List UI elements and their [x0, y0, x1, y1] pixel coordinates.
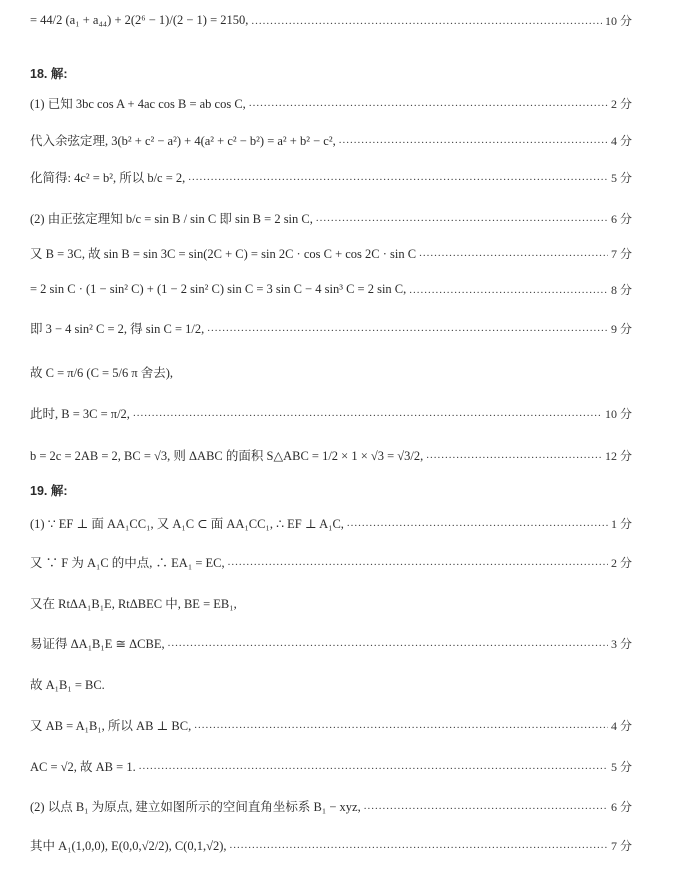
line-points: 2 分 [610, 96, 632, 111]
line-points: 6 分 [610, 799, 632, 814]
leader-dots [339, 134, 608, 146]
solution-line [30, 446, 632, 464]
line-points: 5 分 [610, 170, 632, 185]
line-text: b = 2c = 2AB = 2, BC = √3, 则 ΔABC 的面积 S△ABC = 1/2 × 1 × √3 = √3/2, [30, 449, 424, 463]
line-points: 2 分 [610, 555, 632, 570]
line-text: 故 C = π/6 (C = 5/6 π 舍去), [30, 366, 174, 380]
line-text: 代入余弦定理, 3(b² + c² − a²) + 4(a² + c² − b²) = a² + b² − c², [30, 134, 336, 148]
solution-line [30, 12, 632, 29]
leader-dots [426, 449, 602, 461]
line-text: 易证得 ΔA₁B₁E ≅ ΔCBE, [30, 637, 165, 651]
leader-dots [230, 839, 608, 851]
leader-dots [364, 800, 608, 812]
leader-dots [168, 637, 608, 649]
line-points: 7 分 [610, 838, 632, 853]
line-points: 1 分 [610, 516, 632, 531]
leader-dots [409, 284, 608, 296]
line-text: 此时, B = 3C = π/2, [30, 407, 130, 421]
line-text: 故 A₁B₁ = BC. [30, 678, 105, 692]
line-points: 9 分 [610, 321, 632, 336]
leader-dots [194, 719, 608, 731]
leader-dots [347, 517, 608, 529]
solution-line [30, 168, 632, 186]
leader-dots [228, 556, 608, 568]
line-points: 7 分 [610, 246, 632, 261]
line-points: 4 分 [610, 718, 632, 733]
solution-line [30, 836, 632, 854]
leader-dots [249, 97, 608, 109]
leader-dots [251, 15, 602, 27]
line-points: 12 分 [604, 448, 632, 463]
solution-line [30, 281, 632, 298]
solution-line [30, 131, 632, 149]
leader-dots [207, 322, 608, 334]
line-points: 3 分 [610, 636, 632, 651]
line-points: 10 分 [604, 406, 632, 421]
line-text: 又在 RtΔA₁B₁E, RtΔBEC 中, BE = EB₁, [30, 597, 237, 611]
solution-line [30, 594, 632, 612]
line-text: 又 ∵ F 为 A₁C 的中点, ∴ EA₁ = EC, [30, 556, 225, 570]
solution-line [30, 363, 632, 381]
line-points: 10 分 [604, 14, 632, 28]
leader-dots [139, 760, 608, 772]
leader-dots [316, 212, 608, 224]
line-text: AC = √2, 故 AB = 1. [30, 760, 136, 774]
line-text: 即 3 − 4 sin² C = 2, 得 sin C = 1/2, [30, 322, 205, 336]
line-text: (2) 由正弦定理知 b/c = sin B / sin C 即 sin B = 2 sin C, [30, 212, 313, 226]
leader-dots [133, 407, 602, 419]
line-text: 又 B = 3C, 故 sin B = sin 3C = sin(2C + C) = sin 2C · cos C + cos 2C · sin C [30, 247, 417, 261]
solution-line [30, 757, 632, 775]
line-text: (1) 已知 3bc cos A + 4ac cos B = ab cos C, [30, 97, 246, 111]
solution-line [30, 675, 632, 693]
line-text: 又 AB = A₁B₁, 所以 AB ⊥ BC, [30, 719, 192, 733]
solution-line [30, 634, 632, 652]
solution-line [30, 514, 632, 532]
line-text: 化简得: 4c² = b², 所以 b/c = 2, [30, 171, 186, 185]
leader-dots [419, 247, 608, 259]
solution-line [30, 797, 632, 815]
line-text: 其中 A₁(1,0,0), E(0,0,√2/2), C(0,1,√2), [30, 839, 227, 853]
problem-heading: 18. 解: [30, 67, 68, 81]
solution-line [30, 404, 632, 422]
solution-line [30, 209, 632, 227]
line-points: 6 分 [610, 211, 632, 226]
line-text: (2) 以点 B₁ 为原点, 建立如图所示的空间直角坐标系 B₁ − xyz, [30, 800, 361, 814]
problem-heading: 19. 解: [30, 484, 68, 498]
solution-line [30, 553, 632, 571]
solution-line [30, 716, 632, 734]
solution-line [30, 319, 632, 337]
line-text: = 2 sin C · (1 − sin² C) + (1 − 2 sin² C) sin C = 3 sin C − 4 sin³ C = 2 sin C, [30, 282, 407, 296]
line-text: = 44/2 (a₁ + a₄₄) + 2(2⁶ − 1)/(2 − 1) = 2150, [30, 13, 249, 27]
line-points: 8 分 [610, 283, 632, 297]
solution-line [30, 94, 632, 112]
leader-dots [188, 171, 608, 183]
line-points: 5 分 [610, 759, 632, 774]
line-points: 4 分 [610, 133, 632, 148]
line-text: (1) ∵ EF ⊥ 面 AA₁CC₁, 又 A₁C ⊂ 面 AA₁CC₁, ∴ EF ⊥ A₁C, [30, 517, 344, 531]
solution-line [30, 244, 632, 262]
